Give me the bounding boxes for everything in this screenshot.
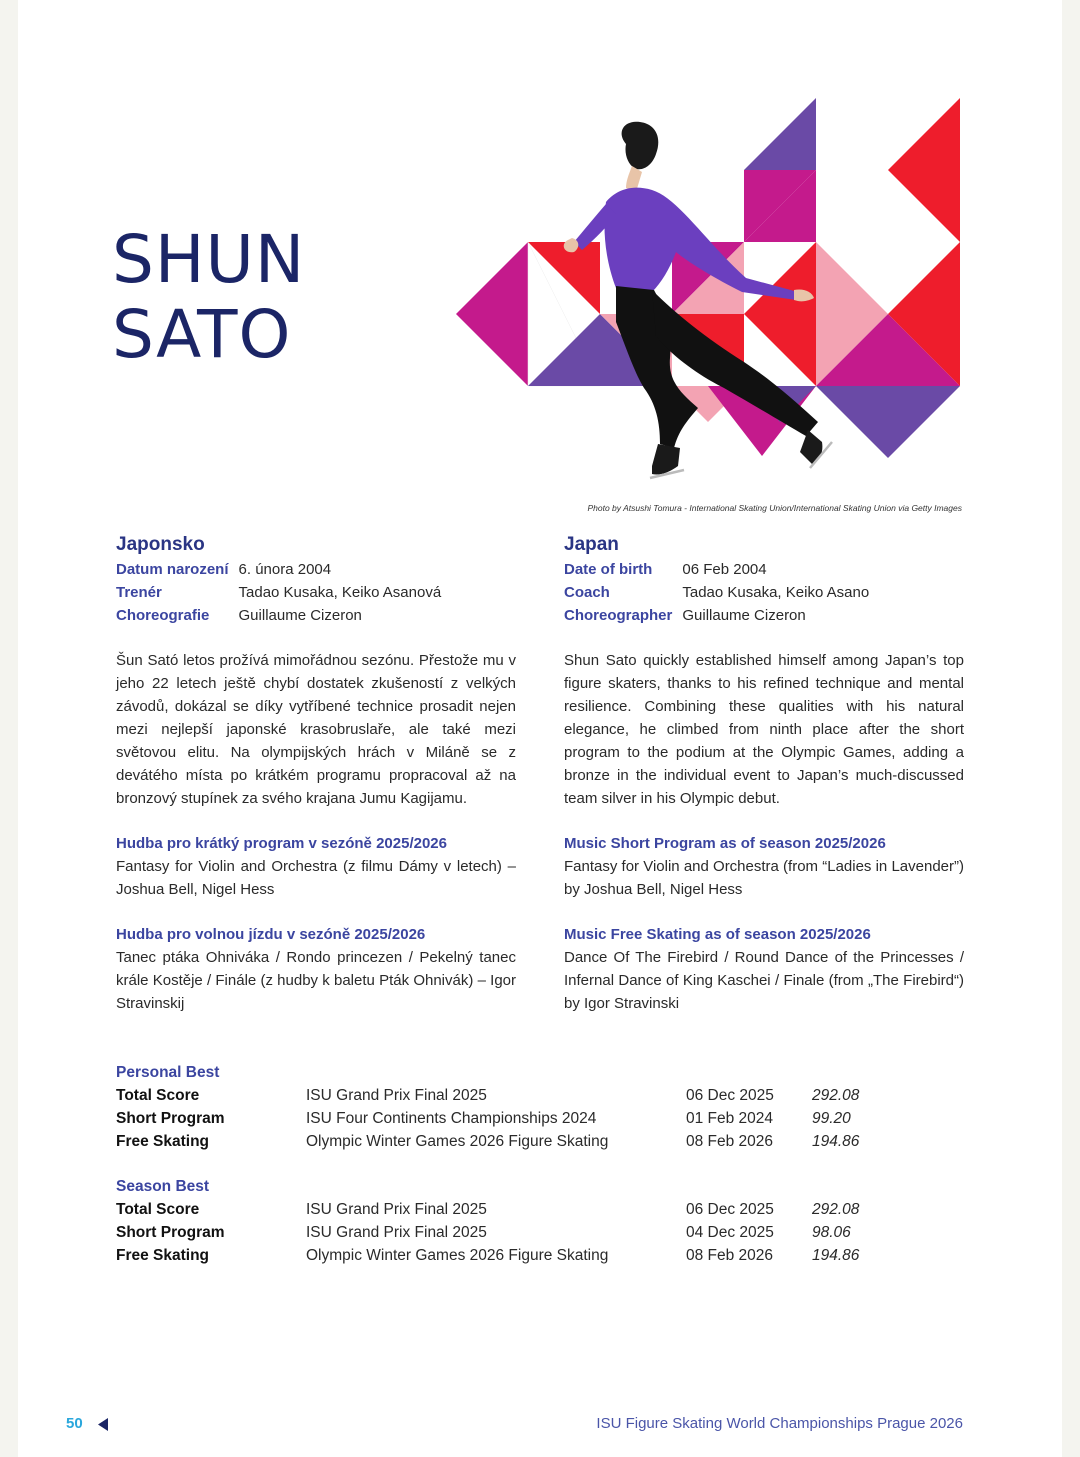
row-date: 08 Feb 2026	[686, 1247, 774, 1264]
fact-label: Choreografie	[116, 607, 210, 624]
country-cz: Japonsko	[116, 534, 205, 555]
table-row	[116, 1198, 996, 1221]
page-number: 50	[66, 1415, 83, 1432]
fact-label: Trenér	[116, 584, 162, 601]
table-row	[116, 1244, 996, 1267]
row-label: Free Skating	[116, 1133, 210, 1150]
skater-geometric-graphic	[456, 92, 966, 492]
season-best-heading: Season Best	[116, 1178, 210, 1195]
row-score: 292.08	[812, 1201, 860, 1218]
facts-en	[564, 558, 964, 627]
row-score: 194.86	[812, 1247, 860, 1264]
table-row	[116, 1084, 996, 1107]
bests-section	[116, 1061, 996, 1267]
czech-column	[116, 533, 516, 1015]
publication-title: ISU Figure Skating World Championships Prague 2026	[596, 1415, 963, 1432]
triangle-shape	[888, 98, 960, 242]
page	[18, 0, 1062, 1457]
facts-cz	[116, 558, 516, 627]
row-score: 98.06	[812, 1224, 851, 1241]
bio-cz: Šun Sató letos prožívá mimořádnou sezónu. Přestože mu v jeho 22 letech ještě chybí dostatek zkušeností z velkých závodů, dokázal se díky vytříbené technice prosadit nejen mezi nejlepší japonské krasobruslaře, ale také mezi světovou elitu. Na olympijských hrách v Miláně se z devátého místa po krátkém programu propracoval až na bronzový stupínek za svého krajana Jumu Kagijamu.	[116, 652, 516, 807]
music-short-en: Fantasy for Violin and Orchestra (from “Ladies in Lavender”) by Joshua Bell, Nigel Hess	[564, 858, 964, 898]
athlete-last-name: SATO	[112, 296, 292, 373]
english-column	[564, 533, 964, 1015]
row-label: Total Score	[116, 1087, 200, 1104]
row-score: 99.20	[812, 1110, 851, 1127]
photo-credit: Photo by Atsushi Tomura - International Skating Union/International Skating Union via Getty Images	[587, 503, 962, 513]
season-best-table	[116, 1175, 996, 1267]
music-short-heading-en: Music Short Program as of season 2025/2026	[564, 835, 886, 852]
row-event: Olympic Winter Games 2026 Figure Skating	[306, 1247, 609, 1264]
fact-value: Tadao Kusaka, Keiko Asanová	[238, 584, 442, 601]
music-short-heading-cz: Hudba pro krátký program v sezóně 2025/2026	[116, 835, 447, 852]
fact-value: Guillaume Cizeron	[238, 607, 362, 624]
fact-value: Tadao Kusaka, Keiko Asano	[682, 584, 870, 601]
music-free-en: Dance Of The Firebird / Round Dance of the Princesses / Infernal Dance of King Kaschei / Finale (from „The Firebird“) by Igor Stravinski	[564, 949, 964, 1012]
row-event: ISU Grand Prix Final 2025	[306, 1087, 487, 1104]
music-free-heading-en: Music Free Skating as of season 2025/2026	[564, 926, 871, 943]
triangle-shape	[744, 242, 816, 314]
row-label: Short Program	[116, 1224, 225, 1241]
music-free-heading-cz: Hudba pro volnou jízdu v sezóně 2025/2026	[116, 926, 426, 943]
row-date: 04 Dec 2025	[686, 1224, 774, 1241]
table-row	[116, 1107, 996, 1130]
row-event: ISU Four Continents Championships 2024	[306, 1110, 597, 1127]
row-date: 06 Dec 2025	[686, 1087, 774, 1104]
fact-value: Guillaume Cizeron	[682, 607, 806, 624]
row-event: Olympic Winter Games 2026 Figure Skating	[306, 1133, 609, 1150]
table-row	[116, 1221, 996, 1244]
country-en: Japan	[564, 534, 619, 555]
row-event: ISU Grand Prix Final 2025	[306, 1201, 487, 1218]
row-label: Short Program	[116, 1110, 225, 1127]
row-date: 08 Feb 2026	[686, 1133, 774, 1150]
fact-label: Coach	[564, 584, 610, 601]
athlete-first-name: SHUN	[112, 221, 306, 298]
triangle-shape	[816, 386, 960, 458]
row-date: 06 Dec 2025	[686, 1201, 774, 1218]
row-date: 01 Feb 2024	[686, 1110, 774, 1127]
triangle-shape	[456, 242, 528, 386]
row-score: 292.08	[812, 1087, 860, 1104]
row-score: 194.86	[812, 1133, 860, 1150]
athlete-name	[112, 222, 305, 372]
table-row	[116, 1130, 996, 1153]
fact-value: 6. února 2004	[238, 561, 332, 578]
music-short-cz: Fantasy for Violin and Orchestra (z filmu Dámy v letech) – Joshua Bell, Nigel Hess	[116, 858, 516, 898]
row-event: ISU Grand Prix Final 2025	[306, 1224, 487, 1241]
personal-best-table	[116, 1061, 996, 1153]
previous-page-arrow-icon[interactable]	[98, 1418, 108, 1431]
bio-en: Shun Sato quickly established himself among Japan’s top figure skaters, thanks to his refined technique and mental resilience. Combining these qualities with his natural elegance, he climbed from ninth place after the short program to the podium at the Olympic Games, adding a bronze in the individual event to Japan’s much-discussed team silver in his Olympic debut.	[564, 652, 964, 807]
row-label: Total Score	[116, 1201, 200, 1218]
fact-value: 06 Feb 2004	[682, 561, 767, 578]
triangle-shape	[744, 98, 816, 170]
fact-label: Date of birth	[564, 561, 653, 578]
personal-best-heading: Personal Best	[116, 1064, 220, 1081]
fact-label: Choreographer	[564, 607, 673, 624]
row-label: Free Skating	[116, 1247, 210, 1264]
music-free-cz: Tanec ptáka Ohniváka / Rondo princezen / Pekelný tanec krále Kostěje / Finále (z hudby k baletu Pták Ohnivák) – Igor Stravinskij	[116, 949, 516, 1012]
fact-label: Datum narození	[116, 561, 229, 578]
